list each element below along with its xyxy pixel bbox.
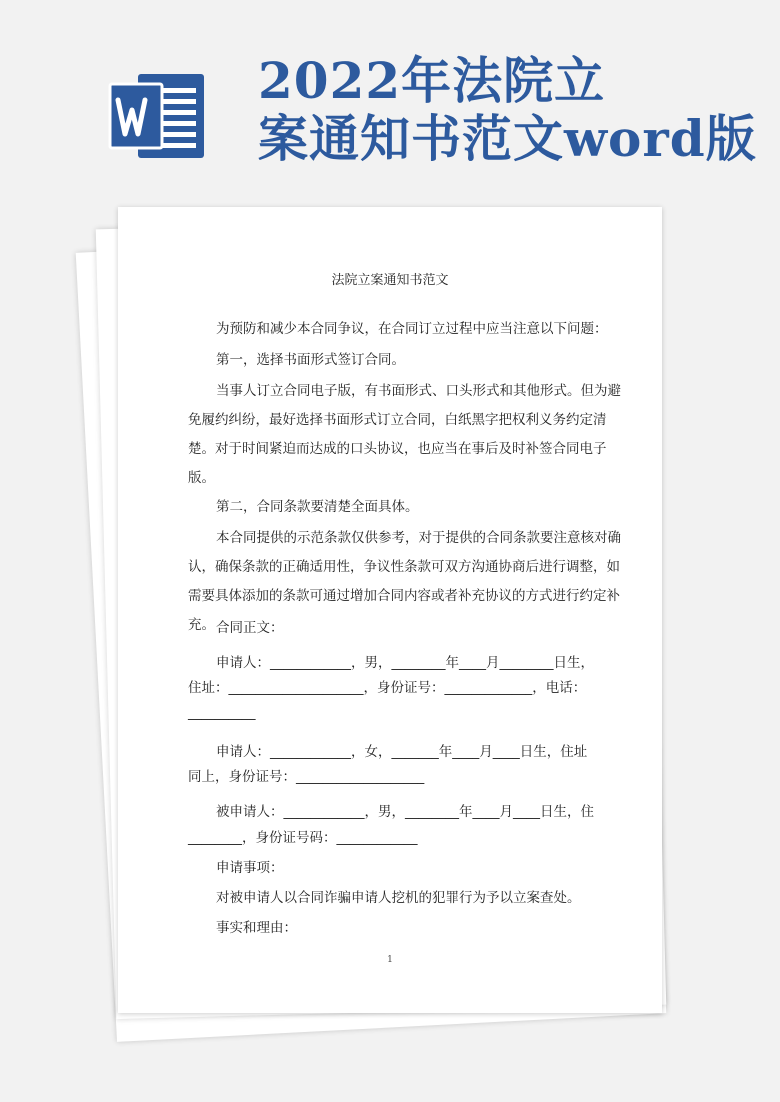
document-page — [118, 207, 662, 1013]
request-text: 对被申请人以合同诈骗申请人挖机的犯罪行为予以立案查处。 — [216, 890, 581, 906]
applicant1-line: 申请人：____________，男，________年____月________日生， — [216, 655, 594, 671]
document-body — [188, 315, 628, 640]
paragraph: 当事人订立合同电子版，有书面形式、口头形式和其他形式。但为避免履约纠纷，最好选择书面形式订立合同，白纸黑字把权利义务约定清楚。对于时间紧迫而达成的口头协议，也应当在事后及时补签合同电子版。 — [188, 383, 621, 486]
facts-heading: 事实和理由： — [216, 920, 297, 936]
contract-heading: 合同正文： — [216, 620, 284, 636]
banner — [0, 0, 780, 200]
paragraph: 本合同提供的示范条款仅供参考，对于提供的合同条款要注意核对确认，确保条款的正确适用性，争议性条款可双方沟通协商后进行调整，如需要具体添加的条款可通过增加合同内容或者补充协议的方式进行约定补充。 — [188, 530, 621, 633]
paragraph: 第二，合同条款要清楚全面具体。 — [216, 499, 419, 515]
request-heading: 申请事项： — [216, 860, 284, 876]
page-number: 1 — [387, 955, 393, 965]
banner-title-line2: 案通知书范文word版 — [258, 109, 757, 168]
word-icon — [108, 66, 208, 166]
applicant1-line: __________ — [188, 705, 256, 721]
paragraph: 第一，选择书面形式签订合同。 — [216, 352, 405, 368]
banner-title-line1: 2022年法院立 — [258, 51, 606, 110]
respondent-line: ________，身份证号码：____________ — [188, 830, 418, 846]
respondent-line: 被申请人：____________，男，________年____月____日生，住 — [216, 804, 594, 820]
applicant2-line: 同上，身份证号：___________________ — [188, 769, 425, 785]
document-title: 法院立案通知书范文 — [331, 273, 449, 288]
applicant2-line: 申请人：____________，女，_______年____月____日生，住址 — [216, 744, 588, 760]
applicant1-line: 住址：____________________，身份证号：_____________，电话： — [188, 680, 587, 696]
paragraph: 为预防和减少本合同争议，在合同订立过程中应当注意以下问题： — [216, 321, 608, 337]
banner-title — [258, 52, 758, 168]
